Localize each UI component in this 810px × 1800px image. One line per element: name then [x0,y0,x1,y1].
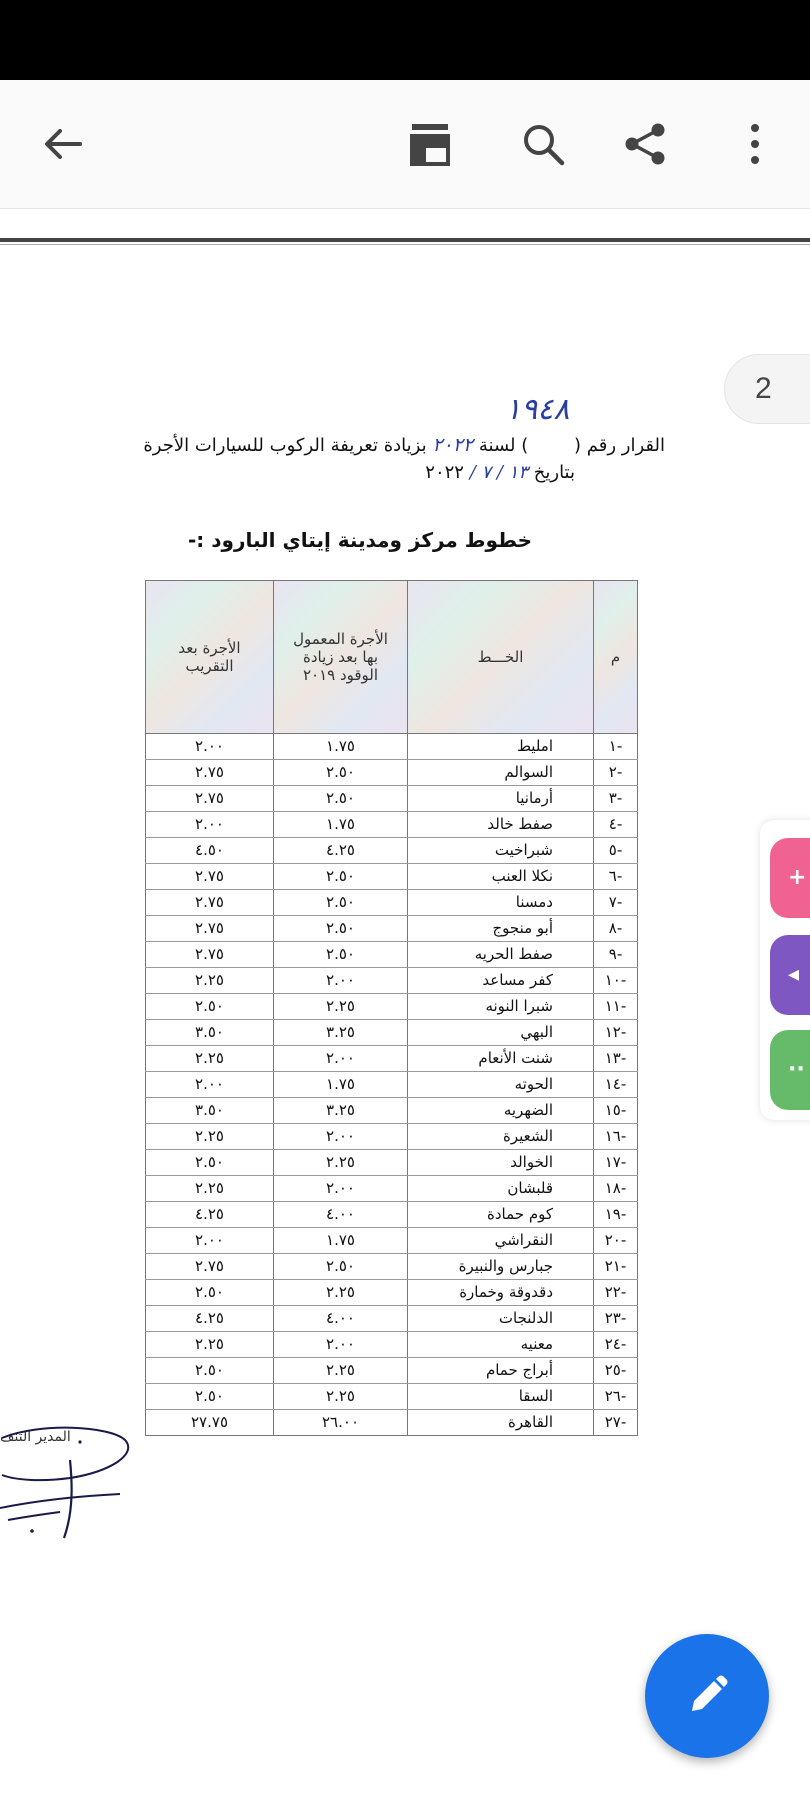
row-line-name: كفر مساعد [408,968,594,994]
row-old-fare: ٢.٠٠ [274,1176,408,1202]
table-row [146,1098,638,1124]
row-old-fare: ٢.٥٠ [274,916,408,942]
row-line-name: النقراشي [408,1228,594,1254]
row-line-name: معنيه [408,1332,594,1358]
row-index: -١٩ [594,1202,638,1228]
row-old-fare: ٤.٠٠ [274,1306,408,1332]
share-icon [622,121,668,167]
row-old-fare: ٢.٠٠ [274,968,408,994]
row-new-fare: ٢.٥٠ [146,1384,274,1410]
table-row [146,1358,638,1384]
arrow-left-icon [40,121,86,167]
status-bar [0,0,810,80]
row-line-name: السوالم [408,760,594,786]
row-line-name: أرمانيا [408,786,594,812]
row-index: -١٤ [594,1072,638,1098]
search-button[interactable] [508,80,578,208]
row-new-fare: ٤.٢٥ [146,1202,274,1228]
handwritten-decree-number: ١٩٤٨ [505,392,570,427]
table-row [146,942,638,968]
table-row [146,1332,638,1358]
table-row [146,786,638,812]
row-line-name: دمسنا [408,890,594,916]
row-new-fare: ٢.٠٠ [146,1072,274,1098]
table-row [146,812,638,838]
row-index: -٢٠ [594,1228,638,1254]
row-index: -١٥ [594,1098,638,1124]
row-new-fare: ٢.٧٥ [146,1254,274,1280]
row-index: -٨ [594,916,638,942]
row-line-name: كوم حمادة [408,1202,594,1228]
signature-label: المدير التنف [0,1429,71,1445]
row-new-fare: ٢.٥٠ [146,994,274,1020]
row-line-name: شبراخيت [408,838,594,864]
plus-icon: + [788,865,807,890]
row-new-fare: ٤.٥٠ [146,838,274,864]
app-toolbar [0,80,810,209]
document-top-border [0,238,810,242]
decree-date-line [75,462,575,483]
row-index: -٢٤ [594,1332,638,1358]
row-index: -١٢ [594,1020,638,1046]
row-new-fare: ٢.٢٥ [146,968,274,994]
row-old-fare: ١.٧٥ [274,812,408,838]
row-index: -١٨ [594,1176,638,1202]
table-row [146,968,638,994]
row-line-name: شبرا النونه [408,994,594,1020]
row-index: -٢٧ [594,1410,638,1436]
row-index: -١٧ [594,1150,638,1176]
row-new-fare: ٢.٧٥ [146,942,274,968]
table-row [146,1410,638,1436]
edit-fab-button[interactable] [645,1634,769,1758]
row-new-fare: ٢.٧٥ [146,786,274,812]
table-row [146,1228,638,1254]
row-new-fare: ٣.٥٠ [146,1020,274,1046]
row-new-fare: ٢.٢٥ [146,1124,274,1150]
table-row [146,1202,638,1228]
row-old-fare: ٢.٠٠ [274,1124,408,1150]
decree-prefix: القرار رقم ( [574,435,665,456]
row-old-fare: ١.٧٥ [274,734,408,760]
row-index: -١٣ [594,1046,638,1072]
side-floating-panel [760,820,810,1120]
row-new-fare: ٢.٧٥ [146,890,274,916]
row-line-name: شنت الأنعام [408,1046,594,1072]
row-new-fare: ٢.٢٥ [146,1176,274,1202]
search-icon [520,121,566,167]
date-year: ٢٠٢٢ [425,462,464,483]
row-new-fare: ٢.٧٥ [146,864,274,890]
side-more-button[interactable] [770,1030,810,1110]
row-old-fare: ٤.٠٠ [274,1202,408,1228]
row-line-name: صفط خالد [408,812,594,838]
table-row [146,1176,638,1202]
date-day-month: ١٣ / ٧ / [469,462,529,483]
row-line-name: الخوالد [408,1150,594,1176]
row-line-name: البهي [408,1020,594,1046]
row-new-fare: ٢.٠٠ [146,1228,274,1254]
row-old-fare: ٢.٢٥ [274,1384,408,1410]
row-old-fare: ٢.٥٠ [274,942,408,968]
row-line-name: دقدوقة وخمارة [408,1280,594,1306]
header-index: م [594,581,638,734]
row-index: -٢٥ [594,1358,638,1384]
row-index: -٢ [594,760,638,786]
row-old-fare: ١.٧٥ [274,1228,408,1254]
row-line-name: نكلا العنب [408,864,594,890]
row-index: -١ [594,734,638,760]
row-old-fare: ٣.٢٥ [274,1098,408,1124]
row-new-fare: ٣.٥٠ [146,1098,274,1124]
row-index: -١٦ [594,1124,638,1150]
row-old-fare: ٣.٢٥ [274,1020,408,1046]
row-new-fare: ٢.٠٠ [146,734,274,760]
row-index: -٦ [594,864,638,890]
row-index: -٢٣ [594,1306,638,1332]
decree-suffix: ) لسنة [478,435,529,456]
row-line-name: السقا [408,1384,594,1410]
table-row [146,1020,638,1046]
row-old-fare: ٢.٠٠ [274,1046,408,1072]
table-row [146,1046,638,1072]
table-row [146,1072,638,1098]
table-row [146,734,638,760]
table-header-row [146,581,638,734]
row-new-fare: ٢٧.٧٥ [146,1410,274,1436]
decree-header-line [65,434,665,456]
row-line-name: الضهريه [408,1098,594,1124]
row-line-name: الدلنجات [408,1306,594,1332]
handwritten-signature [0,1420,150,1550]
table-row [146,864,638,890]
row-line-name: أبراج حمام [408,1358,594,1384]
decree-subject: بزيادة تعريفة الركوب للسيارات الأجرة [143,435,427,456]
page-layout-button[interactable] [395,80,465,208]
side-add-button[interactable] [770,838,810,918]
page-layout-icon [410,122,450,166]
row-old-fare: ٢.٢٥ [274,1358,408,1384]
table-row [146,890,638,916]
side-purple-button[interactable] [770,935,810,1015]
page-indicator [724,354,810,424]
row-old-fare: ٢٦.٠٠ [274,1410,408,1436]
table-row [146,1306,638,1332]
row-old-fare: ٢.٥٠ [274,1254,408,1280]
row-index: -٢١ [594,1254,638,1280]
table-row [146,1150,638,1176]
header-old-fare: الأجرة المعمول بها بعد زيادة الوقود ٢٠١٩ [274,581,408,734]
pencil-icon [684,1673,730,1719]
document-top-border-thin [0,244,810,245]
table-row [146,1384,638,1410]
table-row [146,994,638,1020]
row-index: -١٠ [594,968,638,994]
page-number: 2 [755,372,772,405]
table-row [146,760,638,786]
row-new-fare: ٢.٥٠ [146,1280,274,1306]
row-old-fare: ٢.٢٥ [274,1280,408,1306]
row-index: -٥ [594,838,638,864]
table-body [146,734,638,1436]
row-line-name: جبارس والنبيرة [408,1254,594,1280]
row-old-fare: ٢.٥٠ [274,786,408,812]
row-index: -٩ [594,942,638,968]
row-index: -٤ [594,812,638,838]
row-old-fare: ٢.٥٠ [274,760,408,786]
row-old-fare: ٢.٠٠ [274,1332,408,1358]
arrow-icon: ◂ [788,962,800,987]
row-index: -١١ [594,994,638,1020]
row-line-name: الحوته [408,1072,594,1098]
more-options-button[interactable] [720,80,790,208]
header-new-fare: الأجرة بعد التقريب [146,581,274,734]
decree-year-handwritten: ٢٠٢٢ [432,434,474,456]
row-old-fare: ٢.٢٥ [274,994,408,1020]
row-line-name: القاهرة [408,1410,594,1436]
fares-table [145,580,638,1436]
row-index: -٢٦ [594,1384,638,1410]
row-old-fare: ٢.٢٥ [274,1150,408,1176]
row-new-fare: ٢.٠٠ [146,812,274,838]
section-title: خطوط مركز ومدينة إيتاي البارود :- [187,528,532,552]
row-new-fare: ٢.٧٥ [146,916,274,942]
row-old-fare: ٢.٥٠ [274,864,408,890]
table-row [146,1280,638,1306]
row-new-fare: ٤.٢٥ [146,1306,274,1332]
row-old-fare: ١.٧٥ [274,1072,408,1098]
dots-icon: ·· [788,1057,805,1082]
row-old-fare: ٢.٥٠ [274,890,408,916]
row-old-fare: ٤.٢٥ [274,838,408,864]
row-new-fare: ٢.٥٠ [146,1358,274,1384]
row-index: -٧ [594,890,638,916]
row-new-fare: ٢.٧٥ [146,760,274,786]
table-row [146,838,638,864]
back-button[interactable] [28,80,98,208]
row-new-fare: ٢.٢٥ [146,1332,274,1358]
table-row [146,916,638,942]
row-new-fare: ٢.٢٥ [146,1046,274,1072]
date-label: بتاريخ [533,462,575,483]
row-new-fare: ٢.٥٠ [146,1150,274,1176]
table-row [146,1254,638,1280]
row-line-name: الشعيرة [408,1124,594,1150]
share-button[interactable] [610,80,680,208]
more-vertical-icon [749,122,761,166]
row-line-name: أبو منجوج [408,916,594,942]
row-line-name: صفط الحريه [408,942,594,968]
row-line-name: قلبشان [408,1176,594,1202]
row-line-name: امليط [408,734,594,760]
table-row [146,1124,638,1150]
row-index: -٢٢ [594,1280,638,1306]
row-index: -٣ [594,786,638,812]
header-line: الخـــط [408,581,594,734]
